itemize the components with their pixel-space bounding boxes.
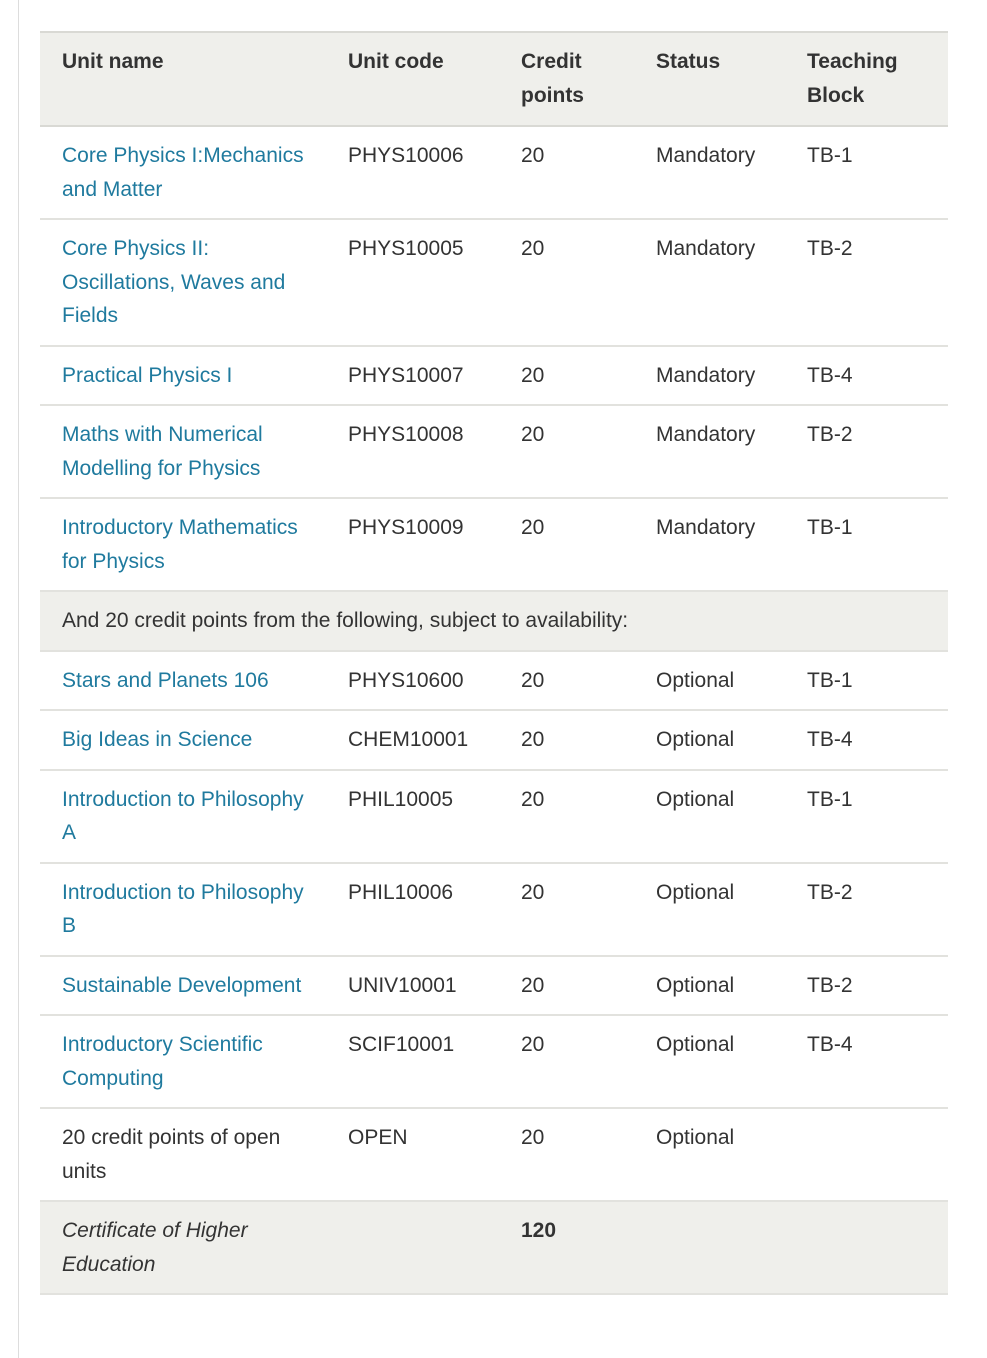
header-credit-points: Credit points (521, 50, 584, 107)
unit-link[interactable]: Sustainable Development (62, 973, 302, 997)
unit-code: SCIF10001 (348, 1033, 455, 1056)
total-status-empty (634, 1201, 785, 1294)
page-left-border (18, 0, 19, 1358)
header-row (40, 32, 948, 126)
teaching-block: TB-4 (807, 728, 853, 751)
unit-code: PHIL10006 (348, 880, 454, 904)
teaching-block: TB-1 (807, 668, 853, 692)
teaching-block: TB-4 (807, 363, 853, 387)
teaching-block: TB-1 (807, 516, 853, 539)
credit-points: 20 (521, 423, 545, 446)
unit-code: PHYS10005 (348, 237, 464, 260)
optional-units-subheading-row (40, 591, 948, 651)
table-row (40, 863, 948, 956)
total-unit-code-empty (326, 1201, 499, 1294)
unit-code: CHEM10001 (348, 728, 469, 751)
unit-link[interactable]: Core Physics I:Mechanics and Matter (62, 144, 304, 201)
unit-code: OPEN (348, 1126, 408, 1149)
unit-code: PHYS10007 (348, 363, 464, 387)
unit-code: PHIL10005 (348, 787, 454, 811)
unit-code: PHYS10008 (348, 423, 464, 446)
unit-link[interactable]: Core Physics II: Oscillations, Waves and Fields (62, 237, 286, 327)
status: Optional (656, 787, 735, 811)
total-teaching-block-empty (785, 1201, 948, 1294)
table-row (40, 126, 948, 219)
status: Optional (656, 728, 735, 751)
credit-points: 20 (521, 363, 545, 387)
unit-link[interactable]: Maths with Numerical Modelling for Physics (62, 423, 263, 480)
table-row (40, 956, 948, 1016)
table-row (40, 770, 948, 863)
unit-code: PHYS10009 (348, 516, 464, 539)
header-status: Status (656, 50, 721, 73)
status: Optional (656, 1126, 735, 1149)
open-units-row (40, 1108, 948, 1201)
total-credit-points: 120 (521, 1219, 557, 1242)
unit-link[interactable]: Introduction to Philosophy A (62, 787, 304, 844)
unit-code: PHYS10006 (348, 144, 464, 167)
teaching-block (785, 1108, 948, 1201)
teaching-block: TB-2 (807, 973, 853, 997)
unit-link[interactable]: Stars and Planets 106 (62, 668, 269, 692)
unit-link[interactable]: Introductory Mathematics for Physics (62, 516, 298, 573)
status: Mandatory (656, 423, 756, 446)
table-row (40, 651, 948, 711)
table-row (40, 346, 948, 406)
teaching-block: TB-1 (807, 787, 853, 811)
credit-points: 20 (521, 973, 545, 997)
table-row (40, 405, 948, 498)
header-unit-name: Unit name (62, 50, 164, 73)
table-row (40, 219, 948, 346)
teaching-block: TB-2 (807, 237, 853, 260)
unit-code: UNIV10001 (348, 973, 457, 997)
credit-points: 20 (521, 516, 545, 539)
status: Optional (656, 1033, 735, 1056)
teaching-block: TB-1 (807, 144, 853, 167)
credit-points: 20 (521, 144, 545, 167)
credit-points: 20 (521, 787, 545, 811)
teaching-block: TB-2 (807, 423, 853, 446)
status: Optional (656, 880, 735, 904)
unit-link[interactable]: Big Ideas in Science (62, 728, 253, 751)
header-unit-code: Unit code (348, 50, 444, 73)
open-units-name: 20 credit points of open units (62, 1126, 281, 1183)
unit-link[interactable]: Introductory Scientific Computing (62, 1033, 263, 1090)
credit-points: 20 (521, 880, 545, 904)
unit-link[interactable]: Practical Physics I (62, 363, 233, 387)
credit-points: 20 (521, 237, 545, 260)
teaching-block: TB-4 (807, 1033, 853, 1056)
credit-points: 20 (521, 1033, 545, 1056)
optional-units-note: And 20 credit points from the following, subject to availability: (62, 609, 629, 632)
status: Mandatory (656, 144, 756, 167)
status: Mandatory (656, 237, 756, 260)
unit-code: PHYS10600 (348, 668, 464, 692)
credit-points: 20 (521, 728, 545, 751)
header-teaching-block: Teaching Block (807, 50, 898, 107)
award-name: Certificate of Higher Education (62, 1219, 248, 1276)
table-row (40, 710, 948, 770)
table-row (40, 498, 948, 591)
status: Mandatory (656, 516, 756, 539)
status: Mandatory (656, 363, 756, 387)
status: Optional (656, 973, 735, 997)
credit-points: 20 (521, 1126, 545, 1149)
table-header (40, 32, 948, 126)
status: Optional (656, 668, 735, 692)
table-body (40, 126, 948, 1294)
total-row (40, 1201, 948, 1294)
table-row (40, 1015, 948, 1108)
teaching-block: TB-2 (807, 880, 853, 904)
units-table (40, 31, 948, 1295)
unit-link[interactable]: Introduction to Philosophy B (62, 880, 304, 937)
credit-points: 20 (521, 668, 545, 692)
